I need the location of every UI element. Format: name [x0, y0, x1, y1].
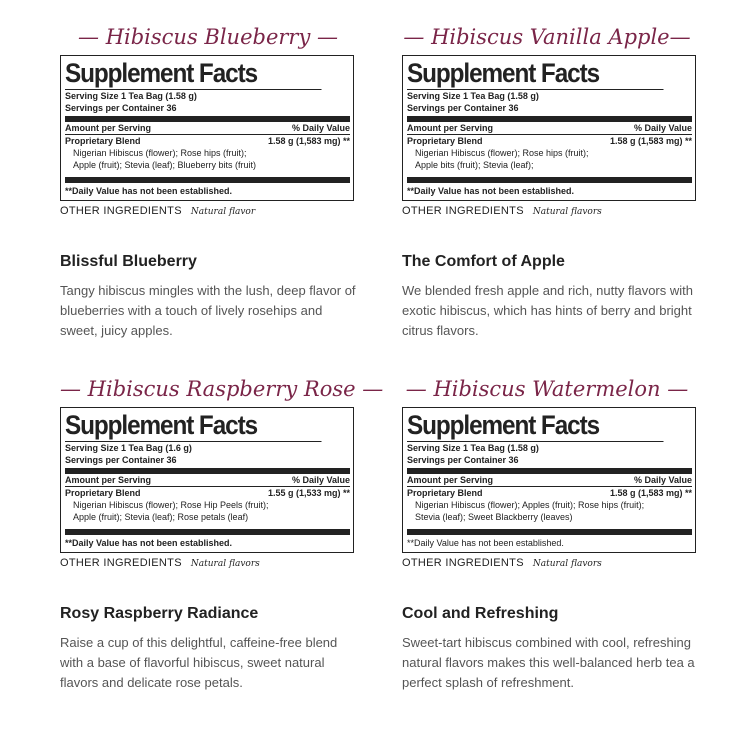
servings-per-container: Servings per Container 36	[407, 103, 519, 113]
footnote: **Daily Value has not been established.	[65, 177, 350, 198]
amount-label: Amount per Serving	[65, 475, 152, 485]
product-title: — Hibiscus Blueberry —	[78, 25, 338, 49]
ingredients-line: Nigerian Hibiscus (flower); Apples (fruit); Rose hips (fruit);	[415, 500, 645, 510]
ingredients-line: Apple (fruit); Stevia (leaf); Rose petals (leaf)	[73, 512, 249, 522]
servings-per-container: Servings per Container 36	[407, 455, 519, 465]
ingredients-line: Apple bits (fruit); Stevia (leaf);	[415, 160, 534, 170]
product-title: — Hibiscus Vanilla Apple—	[403, 25, 691, 49]
supplement-facts-panel	[60, 55, 354, 201]
ingredients-line: Nigerian Hibiscus (flower); Rose hips (fruit);	[73, 148, 247, 158]
amount-label: Amount per Serving	[407, 475, 494, 485]
facts-header: Supplement Facts	[65, 410, 322, 442]
facts-header: Supplement Facts	[407, 410, 664, 442]
blend-label: Proprietary Blend	[407, 136, 483, 146]
serving-size: Serving Size 1 Tea Bag (1.58 g)	[407, 91, 539, 101]
ingredients-line: Stevia (leaf); Sweet Blackberry (leaves)	[415, 512, 573, 522]
other-ingredients-value: Natural flavors	[532, 207, 602, 217]
other-ingredients-label: OTHER INGREDIENTS	[60, 557, 182, 569]
daily-value-label: % Daily Value	[633, 475, 692, 485]
blend-amount: 1.58 g (1,583 mg) **	[609, 488, 692, 498]
flavor-heading: Blissful Blueberry	[60, 253, 197, 270]
other-ingredients	[60, 557, 356, 569]
other-ingredients-label: OTHER INGREDIENTS	[402, 205, 524, 217]
tea-card-hibiscus-blueberry	[60, 23, 356, 341]
other-ingredients	[402, 205, 698, 217]
blend-amount: 1.55 g (1,533 mg) **	[267, 488, 350, 498]
blend-row	[407, 487, 692, 499]
amount-header-row	[407, 122, 692, 134]
other-ingredients-label: OTHER INGREDIENTS	[60, 205, 182, 217]
blend-label: Proprietary Blend	[65, 136, 141, 146]
flavor-heading: The Comfort of Apple	[402, 253, 565, 270]
footnote: **Daily Value has not been established.	[407, 177, 692, 198]
supplement-facts-panel	[402, 407, 696, 553]
other-ingredients-value: Natural flavors	[190, 559, 260, 569]
other-ingredients-value: Natural flavors	[532, 559, 602, 569]
ingredients-line: Nigerian Hibiscus (flower); Rose hips (fruit);	[415, 148, 589, 158]
amount-label: Amount per Serving	[65, 123, 152, 133]
footnote: **Daily Value has not been established.	[407, 529, 692, 550]
other-ingredients-label: OTHER INGREDIENTS	[402, 557, 524, 569]
flavor-description: Tangy hibiscus mingles with the lush, deep flavor of blueberries with a touch of lively rosehips and sweet, juicy apples.	[60, 283, 356, 338]
flavor-description: Sweet-tart hibiscus combined with cool, refreshing natural flavors makes this well-balanced herb tea a perfect splash of refreshment.	[402, 635, 695, 690]
blend-row	[65, 135, 350, 147]
product-title: — Hibiscus Watermelon —	[405, 377, 689, 401]
flavor-heading: Cool and Refreshing	[402, 605, 559, 622]
other-ingredients	[402, 557, 698, 569]
tea-card-hibiscus-raspberry-rose	[60, 375, 384, 693]
tea-card-hibiscus-vanilla-apple	[402, 23, 698, 341]
footnote: **Daily Value has not been established.	[65, 529, 350, 550]
tea-card-hibiscus-watermelon	[402, 375, 698, 693]
other-ingredients	[60, 205, 356, 217]
amount-header-row	[407, 474, 692, 486]
flavor-heading: Rosy Raspberry Radiance	[60, 605, 259, 622]
blend-label: Proprietary Blend	[65, 488, 141, 498]
blend-row	[65, 487, 350, 499]
other-ingredients-value: Natural flavor	[190, 207, 256, 217]
amount-header-row	[65, 474, 350, 486]
blend-amount: 1.58 g (1,583 mg) **	[609, 136, 692, 146]
flavor-description: We blended fresh apple and rich, nutty flavors with exotic hibiscus, which has hints of berry and bright citrus flavors.	[402, 283, 693, 338]
ingredients-line: Apple (fruit); Stevia (leaf); Blueberry bits (fruit)	[73, 160, 257, 170]
blend-row	[407, 135, 692, 147]
supplement-facts-panel	[60, 407, 354, 553]
flavor-description: Raise a cup of this delightful, caffeine-free blend with a base of flavorful hibiscus, sweet natural flavors and delicate rose petals.	[60, 635, 338, 690]
ingredients-line: Nigerian Hibiscus (flower); Rose Hip Peels (fruit);	[73, 500, 269, 510]
servings-per-container: Servings per Container 36	[65, 455, 177, 465]
daily-value-label: % Daily Value	[291, 123, 350, 133]
servings-per-container: Servings per Container 36	[65, 103, 177, 113]
amount-label: Amount per Serving	[407, 123, 494, 133]
amount-header-row	[65, 122, 350, 134]
daily-value-label: % Daily Value	[633, 123, 692, 133]
facts-header: Supplement Facts	[407, 58, 664, 90]
serving-size: Serving Size 1 Tea Bag (1.58 g)	[407, 443, 539, 453]
product-title: — Hibiscus Raspberry Rose —	[60, 377, 384, 401]
blend-label: Proprietary Blend	[407, 488, 483, 498]
serving-size: Serving Size 1 Tea Bag (1.6 g)	[65, 443, 192, 453]
blend-amount: 1.58 g (1,583 mg) **	[267, 136, 350, 146]
supplement-facts-panel	[402, 55, 696, 201]
daily-value-label: % Daily Value	[291, 475, 350, 485]
serving-size: Serving Size 1 Tea Bag (1.58 g)	[65, 91, 197, 101]
facts-header: Supplement Facts	[65, 58, 322, 90]
